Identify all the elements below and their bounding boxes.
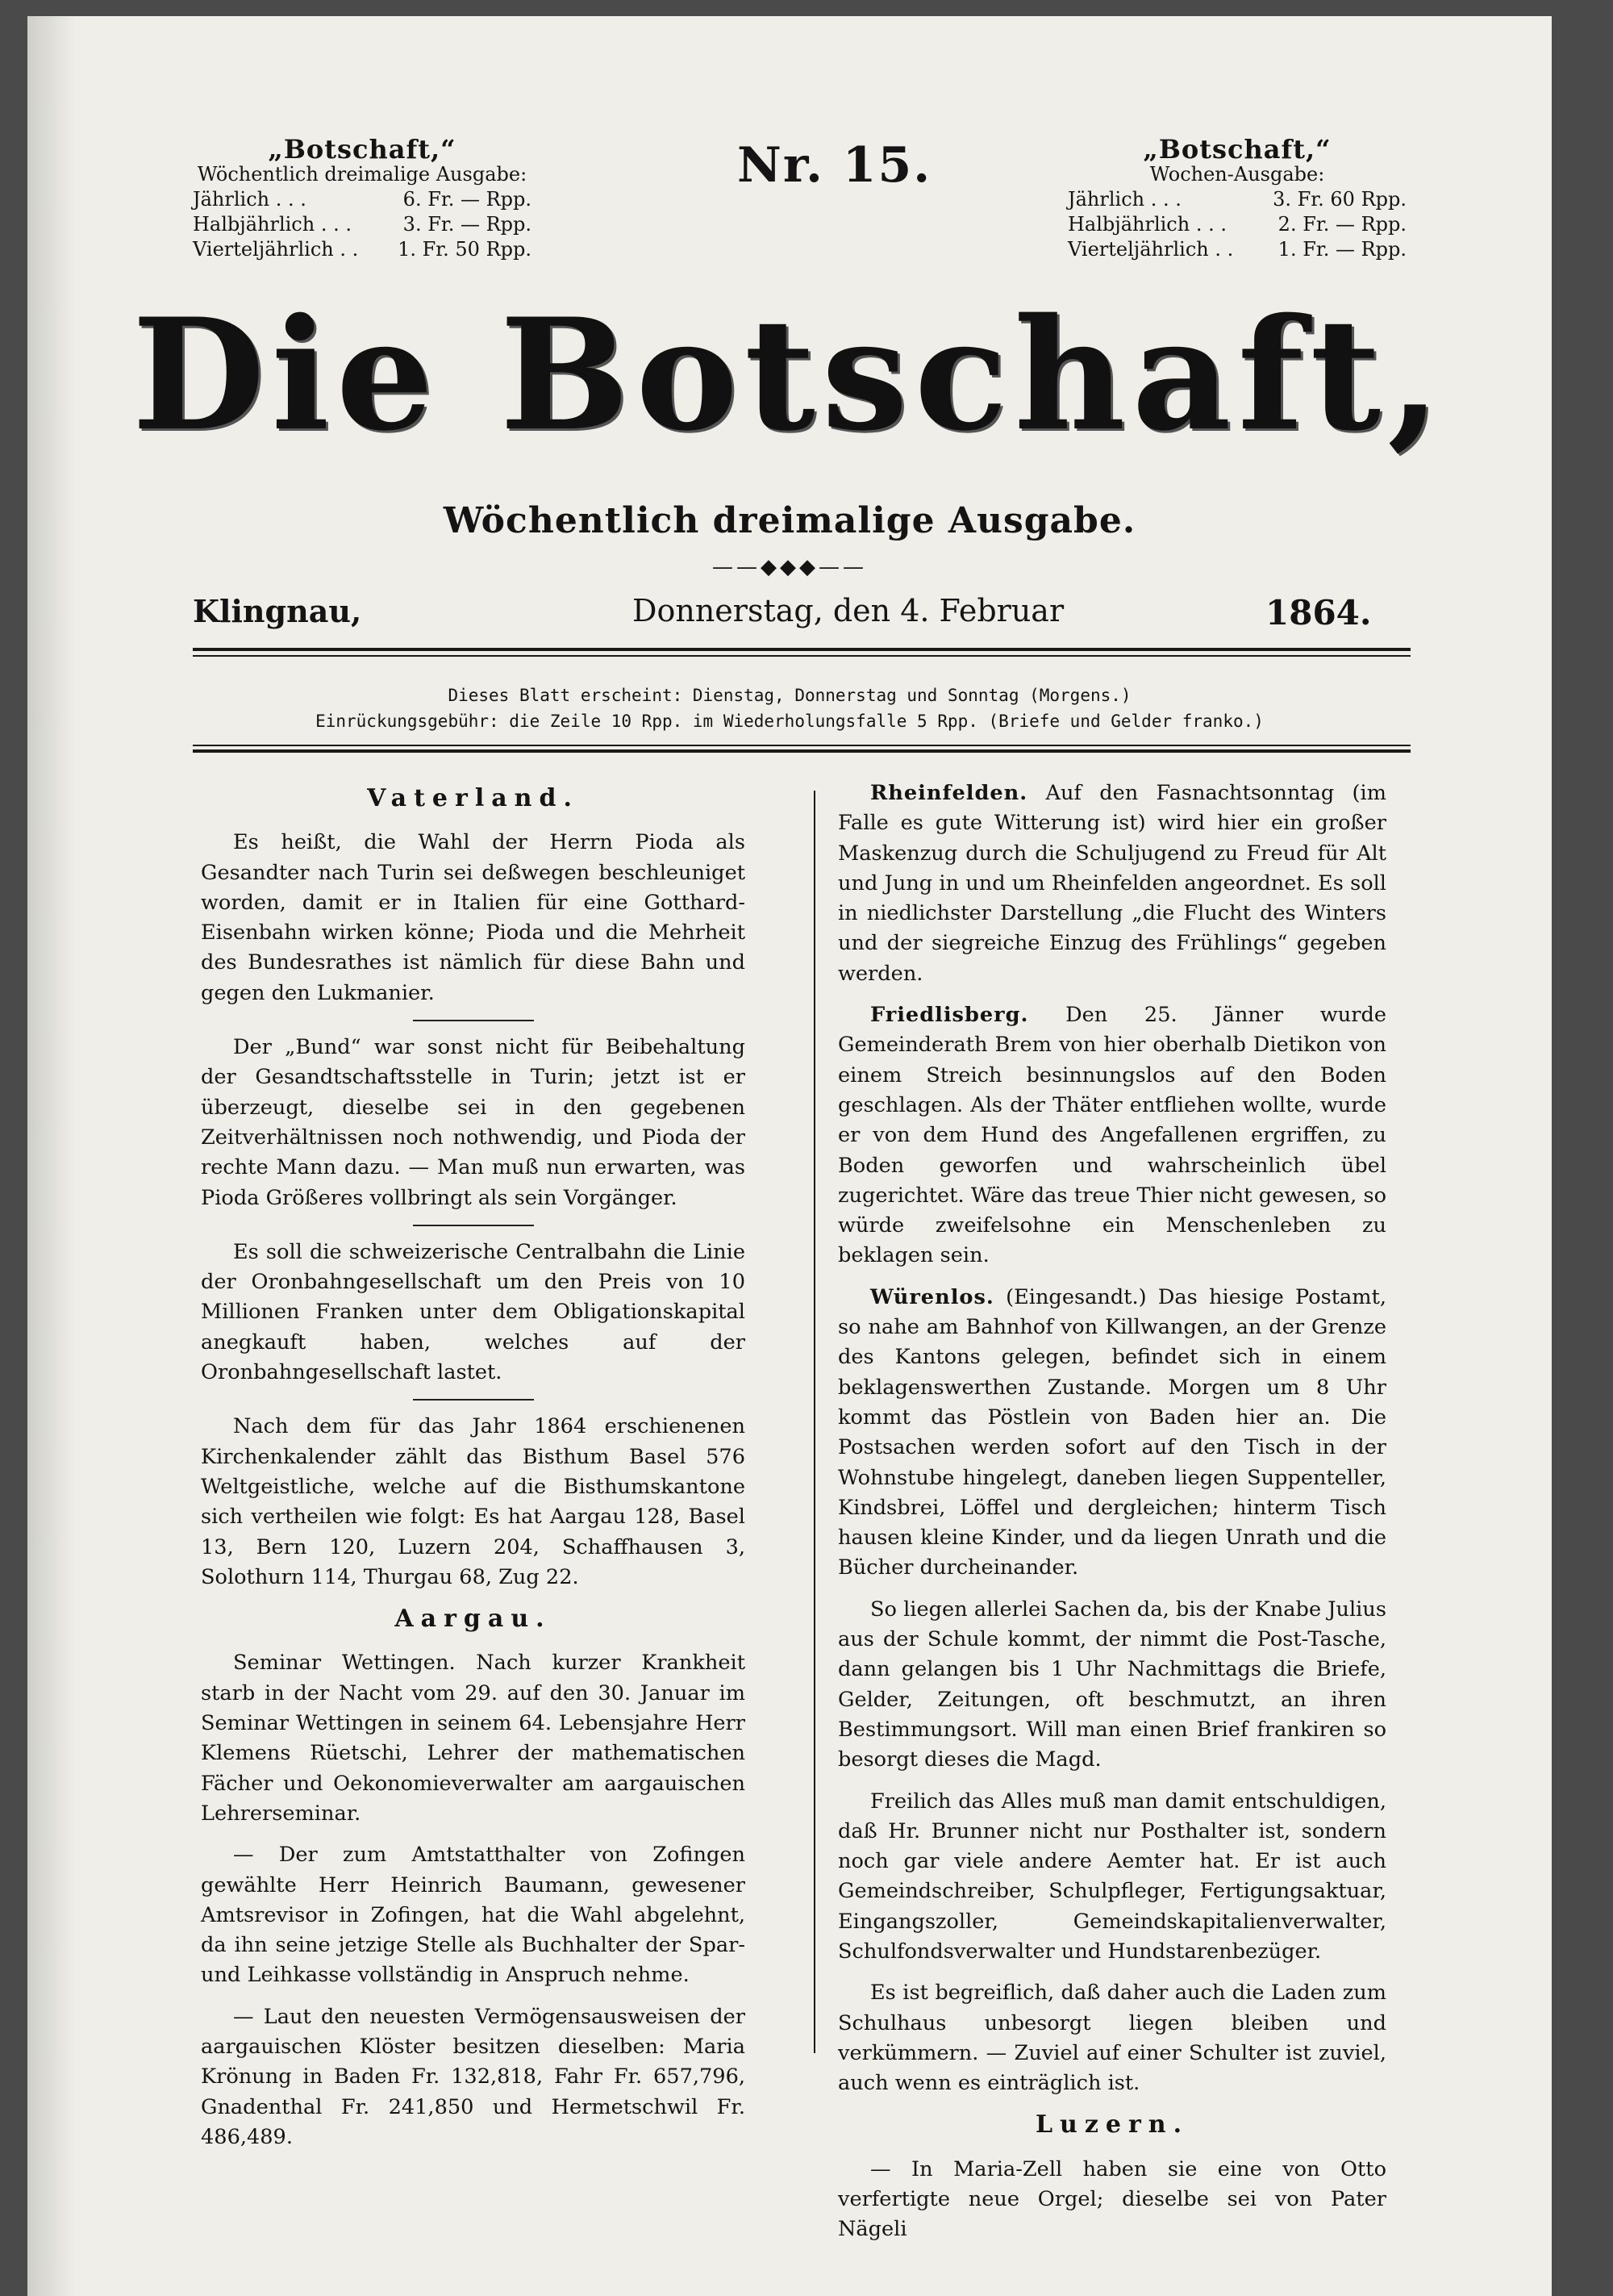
article-lead: Friedlisberg.	[870, 1003, 1029, 1028]
article-text: Auf den Fasnachtsonntag (im Falle es gute Witterung ist) wird hier ein großer Maskenzug durch die Schuljugend zu Freud für Alt und Jung in und um Rheinfelden angeordnet. Es soll in niedlichster Darstellung „die Flucht des Winters und der siegreiche Einzug des Frühlings“ gegeben werden.	[838, 781, 1386, 986]
price-period: Jährlich . . .	[1068, 188, 1182, 211]
publication-info: Dieses Blatt erscheint: Dienstag, Donnerstag und Sonntag (Morgens.)	[448, 686, 1132, 705]
price-box-title: „Botschaft,“	[268, 134, 456, 165]
price-period: Vierteljährlich . .	[1068, 238, 1234, 261]
article-text: Den 25. Jänner wurde Gemeinderath Brem von hier oberhalb Dietikon von einem Streich besinnungslos auf den Boden geschlagen. Als der Thäter entfliehen wollte, wurde er von dem Hund des Angefallenen ergriffen, zu Boden geworfen und wahrscheinlich übel zugerichtet. Wäre das treue Thier nicht gewesen, so würde zweifelsohne ein Menschenleben zu beklagen sein.	[838, 1003, 1386, 1268]
dateline-year: 1864.	[1265, 593, 1372, 632]
price-row	[193, 212, 531, 237]
article-paragraph: Seminar Wettingen. Nach kurzer Krankheit starb in der Nacht vom 29. auf den 30. Januar im Seminar Wettingen in seinem 64. Lebensjahre Herr Klemens Rüetschi, Lehrer der mathematischen Fächer und Oekonomieverwalter am aargauischen Lehrerseminar.	[201, 1651, 745, 1826]
newspaper-page	[27, 16, 1552, 2296]
article-text: (Eingesandt.) Das hiesige Postamt, so nahe am Bahnhof von Killwangen, an der Grenze des Kantons gelegen, befindet sich in einem beklagenswerthen Zustande. Morgen um 8 Uhr kommt das Pöstlein von Baden hier an. Die Postsachen werden sofort auf den Tisch in der Wohnstube hingelegt, daneben liegen Suppenteller, Kindsbrei, Löffel und dergleichen; hinterm Tisch hausen kleine Kinder, und da liegen Unrath und die Bücher durcheinander.	[838, 1284, 1386, 1580]
price-box-right	[1068, 134, 1407, 262]
price-value: 6. Fr. — Rpp.	[402, 188, 531, 211]
header-rule-thick	[193, 648, 1411, 651]
dateline-date: Donnerstag, den 4. Februar	[632, 593, 1065, 628]
price-period: Vierteljährlich . .	[193, 238, 359, 261]
left-column	[201, 779, 745, 2164]
price-box-title: „Botschaft,“	[1143, 134, 1332, 165]
price-row	[1068, 187, 1407, 212]
separator	[413, 1225, 534, 1226]
info-rule-thin	[193, 745, 1411, 746]
price-period: Jährlich . . .	[193, 188, 306, 211]
issue-number: Nr. 15.	[737, 137, 932, 194]
article-paragraph: Es heißt, die Wahl der Herrn Pioda als Gesandter nach Turin sei deßwegen beschleuniget worden, damit er in Italien für eine Gotthard-Eisenbahn wirken könne; Pioda und die Mehrheit des Bundesrathes ist nämlich für diese Bahn und gegen den Lukmanier.	[201, 830, 745, 1005]
article-paragraph: So liegen allerlei Sachen da, bis der Knabe Julius aus der Schule kommt, der nimmt die Post-Tasche, dann gelangen bis 1 Uhr Nachmittags die Briefe, Gelder, Zeitungen, oft beschmutzt, an ihren Bestimmungsort. Will man einen Brief frankiren so besorgt dieses die Magd.	[838, 1597, 1386, 1772]
article-paragraph	[838, 1283, 1386, 1584]
price-box-subtitle: Wöchentlich dreimalige Ausgabe:	[197, 163, 527, 186]
article-paragraph: — Laut den neuesten Vermögensausweisen der aargauischen Klöster besitzen dieselben: Maria Krönung in Baden Fr. 132,818, Fahr Fr. 657,796, Gnadenthal Fr. 241,850 und Hermetschwil Fr. 486,489.	[201, 2004, 745, 2149]
article-paragraph: — In Maria-Zell haben sie eine von Otto verfertigte neue Orgel; dieselbe sei von Pater Nägeli	[838, 2156, 1386, 2242]
info-rule-thick	[193, 749, 1411, 753]
article-paragraph	[838, 1000, 1386, 1271]
right-column	[838, 779, 1386, 2256]
section-heading: Aargau.	[394, 1605, 552, 1634]
article-paragraph: Der „Bund“ war sonst nicht für Beibehaltung der Gesandtschaftsstelle in Turin; jetzt ist er überzeugt, dieselbe sei in den gegebenen Zeitverhältnissen noch nothwendig, und Pioda der rechte Mann dazu. — Man muß nun erwarten, was Pioda Größeres vollbringt als sein Vorgänger.	[201, 1035, 745, 1210]
separator	[413, 1399, 534, 1401]
article-paragraph	[838, 779, 1386, 989]
price-period: Halbjährlich . . .	[1068, 213, 1227, 236]
article-lead: Würenlos.	[870, 1284, 994, 1309]
price-value: 3. Fr. — Rpp.	[402, 213, 531, 236]
price-value: 1. Fr. 50 Rpp.	[398, 238, 531, 261]
price-row	[193, 187, 531, 212]
ornament-divider: ——◆◆◆——	[712, 555, 867, 579]
masthead-title: Die Botschaft,	[131, 285, 1448, 465]
header-rule-thin	[193, 655, 1411, 657]
article-paragraph: Es soll die schweizerische Centralbahn die Linie der Oronbahngesellschaft um den Preis von 10 Millionen Franken unter dem Obligationskapital anegkauft haben, welches auf der Oronbahngesellschaft lastet.	[201, 1239, 745, 1385]
price-box-subtitle: Wochen-Ausgabe:	[1149, 163, 1325, 186]
column-divider	[814, 791, 815, 2053]
insertion-fee-info: Einrückungsgebühr: die Zeile 10 Rpp. im Wiederholungsfalle 5 Rpp. (Briefe und Gelder franko.)	[315, 712, 1264, 731]
price-row	[1068, 237, 1407, 262]
masthead-subtitle: Wöchentlich dreimalige Ausgabe.	[443, 500, 1136, 541]
section-heading: Luzern.	[1035, 2110, 1190, 2139]
price-value: 1. Fr. — Rpp.	[1277, 238, 1407, 261]
price-value: 3. Fr. 60 Rpp.	[1273, 188, 1407, 211]
price-row	[193, 237, 531, 262]
price-row	[1068, 212, 1407, 237]
article-paragraph: Freilich das Alles muß man damit entschuldigen, daß Hr. Brunner nicht nur Posthalter ist, sondern noch gar viele andere Aemter hat. Er ist auch Gemeindschreiber, Schulpfleger, Fertigungsaktuar, Eingangszoller, Gemeindskapitalienverwalter, Schulfondsverwalter und Hundstarenbezüger.	[838, 1789, 1386, 1964]
article-paragraph: — Der zum Amtstatthalter von Zofingen gewählte Herr Heinrich Baumann, gewesener Amtsrevisor in Zofingen, hat die Wahl abgelehnt, da ihn seine jetzige Stelle als Buchhalter der Spar- und Leihkasse vollständig in Anspruch nehme.	[201, 1843, 745, 1988]
article-paragraph: Nach dem für das Jahr 1864 erschienenen Kirchenkalender zählt das Bisthum Basel 576 Weltgeistliche, welche auf die Bisthumskantone sich vertheilen wie folgt: Es hat Aargau 128, Basel 13, Bern 120, Luzern 204, Schaffhausen 3, Solothurn 114, Thurgau 68, Zug 22.	[201, 1414, 745, 1589]
section-heading: Vaterland.	[367, 784, 579, 812]
price-period: Halbjährlich . . .	[193, 213, 352, 236]
separator	[413, 1020, 534, 1021]
article-lead: Rheinfelden.	[870, 781, 1028, 805]
price-value: 2. Fr. — Rpp.	[1277, 213, 1407, 236]
article-paragraph: Es ist begreiflich, daß daher auch die Laden zum Schulhaus unbesorgt liegen bleiben und verkümmern. — Zuviel auf einer Schulter ist zuviel, auch wenn es einträglich ist.	[838, 1981, 1386, 2096]
dateline-place: Klingnau,	[193, 593, 362, 629]
price-box-left	[193, 134, 531, 262]
